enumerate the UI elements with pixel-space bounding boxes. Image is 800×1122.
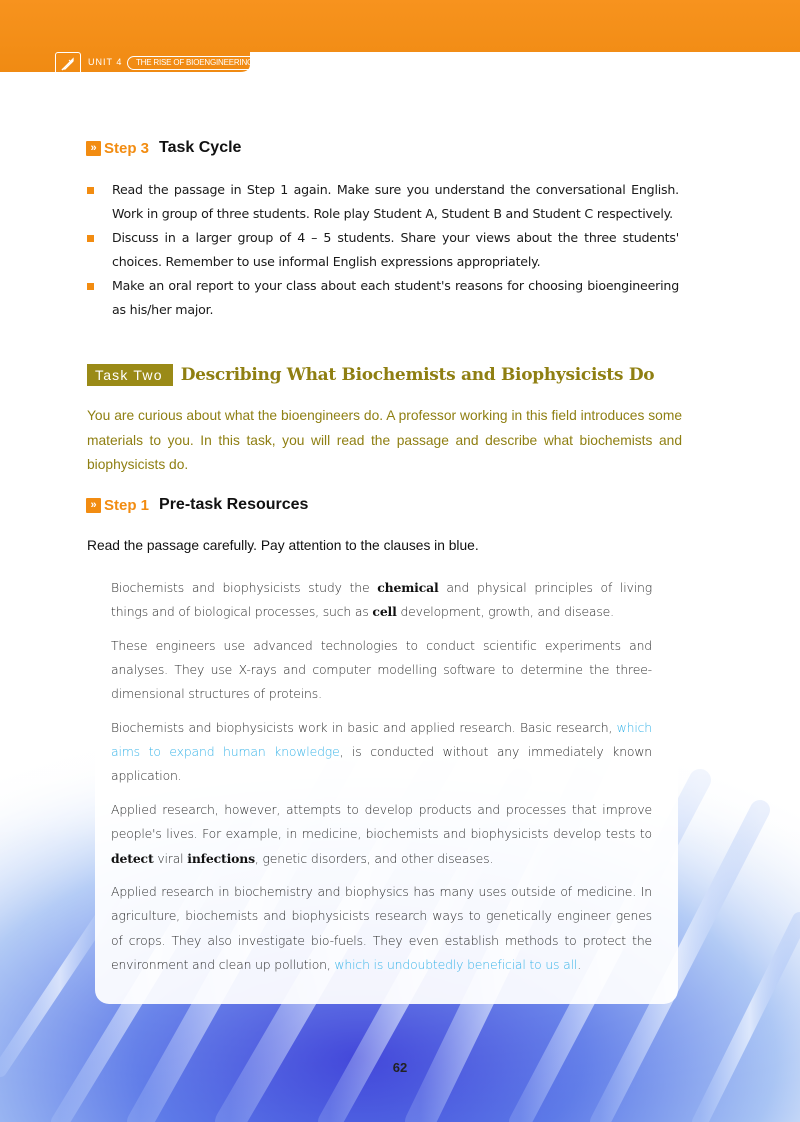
unit-number: UNIT 4 — [88, 57, 123, 67]
keyword: chemical — [377, 580, 439, 595]
bullet-square-icon — [87, 283, 94, 290]
highlighted-clause: which aims to expand human knowledge — [111, 720, 652, 760]
passage-paragraph: Applied research, however, attempts to develop products and processes that improve people's lives. For example, in medicine, biochemists and biophysicists develop tests to detect viral infections, genetic disorders, and other diseases. — [111, 802, 652, 866]
step-3-tag-label: Step 3 — [104, 139, 150, 157]
double-chevron-icon: » — [86, 141, 101, 156]
step-3-heading — [86, 139, 241, 157]
task-two-title: Describing What Biochemists and Biophysicists Do — [180, 365, 655, 385]
step-3-tag — [86, 140, 149, 157]
unit-title: THE RISE OF BIOENGINEERING — [127, 56, 262, 70]
task-two-badge: Task Two — [87, 364, 173, 386]
task-two-heading — [87, 364, 654, 386]
bullet-square-icon — [87, 187, 94, 194]
list-item-text: Read the passage in Step 1 again. Make sure you understand the conversational English. Work in group of three students. Role play Student A, Student B and Student C respectively. — [112, 182, 679, 221]
highlighted-clause: which is undoubtedly beneficial to us all — [334, 956, 578, 972]
list-item — [87, 226, 679, 274]
passage-paragraph: These engineers use advanced technologies to conduct scientific experiments and analyses. They use X-rays and computer modelling software to determine the three-dimensional structures of proteins. — [111, 637, 652, 702]
bullet-square-icon — [87, 235, 94, 242]
step-1-tag-label: Step 1 — [104, 496, 150, 514]
step-1-heading — [86, 496, 308, 514]
step-3-title: Task Cycle — [159, 139, 242, 156]
passage-paragraph: Applied research in biochemistry and biophysics has many uses outside of medicine. In agriculture, biochemists and biophysicists research ways to genetically engineer genes of crops. They also investigate bio-fuels. They even establish methods to protect the environment and clean up pollution, which is undoubtedly beneficial to us all. — [111, 884, 652, 972]
step-1-tag — [86, 497, 149, 514]
passage-paragraph: Biochemists and biophysicists study the chemical and physical principles of living things and of biological processes, such as cell development, growth, and disease. — [111, 580, 652, 620]
list-item — [87, 178, 679, 226]
page-number: 62 — [392, 1060, 408, 1075]
list-item-text: Discuss in a larger group of 4 – 5 students. Share your views about the three students' choices. Remember to use informal English expressions appropriately. — [112, 230, 679, 269]
task-two-intro: You are curious about what the bioengineers do. A professor working in this field introduces some materials to you. In this task, you will read the passage and describe what biochemists and biophysicists do. — [87, 408, 682, 472]
double-chevron-icon: » — [86, 498, 101, 513]
keyword: cell — [372, 604, 397, 620]
list-item-text: Make an oral report to your class about each student's reasons for choosing bioengineering as his/her major. — [112, 278, 679, 317]
keyword: infections — [187, 850, 255, 866]
task-cycle-list — [87, 178, 679, 322]
passage-paragraph: Biochemists and biophysicists work in basic and applied research. Basic research, which aims to expand human knowledge, is conducted without any immediately known application. — [111, 720, 653, 784]
reading-passage — [111, 576, 652, 987]
keyword: detect — [111, 850, 154, 866]
list-item — [87, 274, 679, 322]
step-1-title: Pre-task Resources — [159, 496, 309, 513]
pen-nib-icon — [55, 52, 81, 76]
reading-instruction: Read the passage carefully. Pay attention to the clauses in blue. — [87, 538, 479, 553]
